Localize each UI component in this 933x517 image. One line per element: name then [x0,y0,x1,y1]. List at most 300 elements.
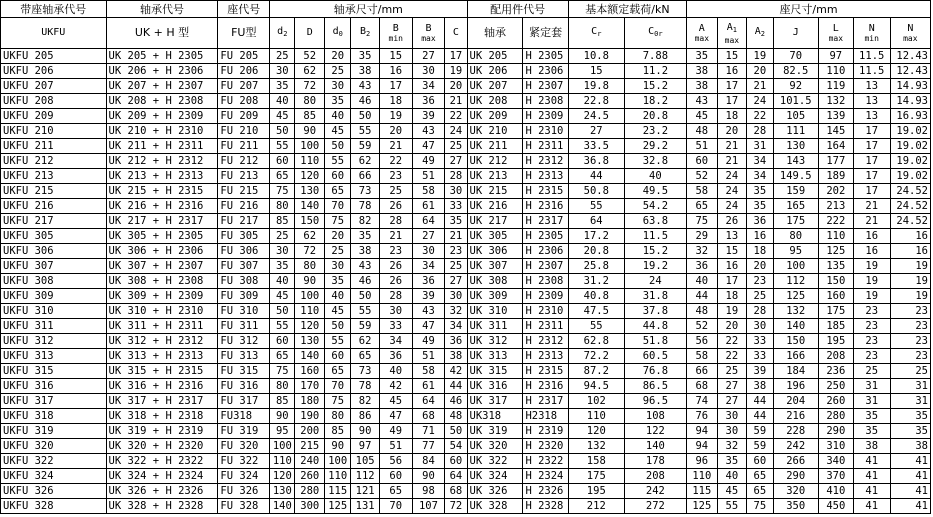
table-cell: 21 [853,214,890,229]
table-cell: 49 [412,154,445,169]
col-C: C [445,18,467,49]
table-cell: UKFU 311 [1,319,107,334]
table-cell: 35 [325,274,351,289]
table-cell: 70 [325,379,351,394]
table-cell: 25 [890,364,930,379]
col-A1max-letter: A [726,21,733,33]
table-cell: 30 [717,424,747,439]
table-cell: 23 [890,334,930,349]
table-cell: 36 [687,259,718,274]
table-cell: 90 [295,274,325,289]
table-cell: 55 [568,319,624,334]
table-cell: H 2313 [523,349,568,364]
table-cell: 21 [445,94,467,109]
table-cell: 125 [773,289,818,304]
table-cell: 215 [295,439,325,454]
table-cell: 59 [351,319,379,334]
table-cell: 41 [890,499,930,514]
table-cell: 34 [412,79,445,94]
table-cell: 160 [818,289,853,304]
table-cell: 21 [445,229,467,244]
table-cell: 31 [747,139,773,154]
table-cell: H 2322 [523,454,568,469]
table-row [1,499,931,514]
table-cell: 44.8 [624,319,686,334]
table-cell: 175 [568,469,624,484]
table-cell: UK 326 + H 2326 [106,484,218,499]
col-Bmax-letter: B [425,23,432,34]
col-d0-letter: d [332,26,339,37]
table-cell: 19 [747,49,773,64]
table-cell: 35 [747,199,773,214]
table-cell: 50 [325,319,351,334]
table-cell: 16.93 [890,109,930,124]
table-cell: 85 [270,394,295,409]
table-cell: 140 [295,199,325,214]
group-header-row [1,1,931,18]
table-cell: UK 210 [467,124,523,139]
table-cell: UK 328 + H 2328 [106,499,218,514]
col-Amax-letter: A [698,23,705,34]
table-cell: 110 [295,304,325,319]
table-cell: 64 [412,394,445,409]
table-cell: FU 315 [218,364,270,379]
table-cell: 49 [412,334,445,349]
table-cell: UKFU 322 [1,454,107,469]
table-cell: 100 [325,454,351,469]
table-cell: 39 [412,289,445,304]
table-cell: 20 [747,64,773,79]
table-cell: 19 [890,289,930,304]
table-cell: 64 [445,469,467,484]
table-cell: 13 [853,109,890,124]
table-cell: 58 [412,184,445,199]
table-cell: 25 [325,244,351,259]
table-cell: 23 [747,274,773,289]
col-Nmin-letter: N [868,23,875,34]
table-cell: UK 217 [467,214,523,229]
table-row [1,289,931,304]
table-cell: 94 [687,424,718,439]
table-cell: 31 [853,379,890,394]
table-cell: 41 [853,469,890,484]
table-cell: 87.2 [568,364,624,379]
table-cell: 75 [325,394,351,409]
table-cell: 59 [747,424,773,439]
table-cell: 62 [295,229,325,244]
table-cell: UK 328 [467,499,523,514]
table-cell: 10.8 [568,49,624,64]
table-cell: 55 [270,319,295,334]
table-cell: 50 [351,109,379,124]
table-cell: UKFU 209 [1,109,107,124]
table-cell: UKFU 328 [1,499,107,514]
table-cell: FU 207 [218,79,270,94]
table-cell: 240 [295,454,325,469]
table-cell: UK 305 + H 2305 [106,229,218,244]
table-cell: 119 [818,79,853,94]
table-cell: UK 213 + H 2313 [106,169,218,184]
table-cell: FU 316 [218,379,270,394]
table-cell: 40 [270,274,295,289]
table-cell: UKFU 206 [1,64,107,79]
table-cell: UK 206 + H 2306 [106,64,218,79]
table-cell: 35 [325,94,351,109]
table-cell: UK 313 + H 2313 [106,349,218,364]
table-cell: 95 [270,424,295,439]
table-cell: H 2308 [523,274,568,289]
table-cell: 33.5 [568,139,624,154]
table-cell: 21 [379,139,412,154]
table-cell: UK 207 + H 2307 [106,79,218,94]
table-row [1,244,931,259]
table-cell: 75 [270,184,295,199]
table-cell: 13 [853,79,890,94]
table-cell: 17 [853,154,890,169]
table-cell: 23 [853,334,890,349]
table-cell: 170 [295,379,325,394]
table-cell: FU 217 [218,214,270,229]
table-cell: 38 [687,64,718,79]
col-A2-letter: A [754,26,761,37]
table-cell: 110 [270,454,295,469]
table-cell: 51 [687,139,718,154]
table-cell: H 2305 [523,229,568,244]
table-cell: 17 [853,139,890,154]
table-cell: 36 [445,334,467,349]
table-cell: 65 [747,469,773,484]
table-cell: UK 326 [467,484,523,499]
table-cell: 16 [747,229,773,244]
table-cell: 177 [818,154,853,169]
table-cell: UKFU 215 [1,184,107,199]
col-D: D [295,18,325,49]
table-cell: 55 [351,304,379,319]
table-cell: 130 [773,139,818,154]
table-cell: H 2309 [523,109,568,124]
table-cell: 66 [351,169,379,184]
table-cell: H 2311 [523,319,568,334]
table-cell: FU 311 [218,319,270,334]
table-row [1,199,931,214]
table-cell: 196 [773,379,818,394]
table-cell: H 2316 [523,199,568,214]
table-cell: 19 [890,274,930,289]
table-cell: UK 306 + H 2306 [106,244,218,259]
col-Amax [687,18,718,49]
table-cell: 35 [687,49,718,64]
table-cell: 54.2 [624,199,686,214]
table-cell: 60 [747,454,773,469]
table-cell: 84 [412,454,445,469]
table-cell: FU 205 [218,49,270,64]
table-cell: 450 [818,499,853,514]
table-cell: 28 [747,124,773,139]
table-cell: 7.88 [624,49,686,64]
table-cell: 140 [270,499,295,514]
table-cell: H 2310 [523,124,568,139]
table-cell: 61 [412,199,445,214]
table-cell: 45 [325,304,351,319]
table-cell: UK 207 [467,79,523,94]
table-cell: UK 318 + H 2318 [106,409,218,424]
table-cell: 64 [412,214,445,229]
col-d2-letter: d [277,26,284,37]
table-cell: 46 [351,274,379,289]
table-cell: 24 [445,124,467,139]
table-cell: H 2311 [523,139,568,154]
table-cell: H 2313 [523,169,568,184]
table-cell: FU 215 [218,184,270,199]
table-cell: H 2320 [523,439,568,454]
table-cell: FU 324 [218,469,270,484]
table-cell: 125 [687,499,718,514]
table-cell: 90 [325,439,351,454]
table-cell: 300 [295,499,325,514]
table-cell: 260 [818,394,853,409]
table-cell: 130 [270,484,295,499]
table-cell: UK 312 [467,334,523,349]
table-cell: UK 309 [467,289,523,304]
table-cell: 25 [853,364,890,379]
table-cell: 15.2 [624,244,686,259]
table-cell: 105 [351,454,379,469]
table-cell: 130 [295,334,325,349]
table-cell: 41 [890,454,930,469]
table-row [1,409,931,424]
table-cell: 242 [773,439,818,454]
table-row [1,79,931,94]
table-cell: UK 211 + H 2311 [106,139,218,154]
table-row [1,274,931,289]
table-cell: FU 211 [218,139,270,154]
table-cell: 68 [445,484,467,499]
table-cell: 25 [747,289,773,304]
table-cell: 150 [773,334,818,349]
table-cell: 66 [687,364,718,379]
table-cell: UK 217 + H 2317 [106,214,218,229]
table-cell: 107 [412,499,445,514]
col-Bmin [379,18,412,49]
table-cell: 149.5 [773,169,818,184]
table-cell: 185 [818,319,853,334]
col-Cr [568,18,624,49]
table-row [1,394,931,409]
table-cell: H 2307 [523,259,568,274]
table-cell: 82 [351,394,379,409]
table-row [1,229,931,244]
table-cell: 290 [773,469,818,484]
table-cell: 23 [890,349,930,364]
table-cell: 97 [818,49,853,64]
table-cell: 30 [717,409,747,424]
col-B2-sub: 2 [366,30,371,38]
table-cell: UKFU 320 [1,439,107,454]
table-cell: 50 [270,124,295,139]
table-cell: 30 [412,244,445,259]
table-cell: UKFU 307 [1,259,107,274]
table-cell: 90 [412,469,445,484]
table-cell: 36 [747,214,773,229]
table-cell: UKFU 305 [1,229,107,244]
table-cell: 100 [270,439,295,454]
col-Nmax-sub: max [903,34,918,43]
table-cell: UKFU 312 [1,334,107,349]
table-cell: 40 [325,109,351,124]
table-cell: 51.8 [624,334,686,349]
col-Bmax [412,18,445,49]
table-cell: 16 [717,259,747,274]
table-cell: 31.8 [624,289,686,304]
table-cell: 72.2 [568,349,624,364]
load-rating-header: 基本额定载荷/kN [568,1,686,18]
table-cell: 80 [773,229,818,244]
table-cell: 41 [853,484,890,499]
table-cell: FU 209 [218,109,270,124]
table-cell: 19 [717,304,747,319]
table-cell: 32 [445,304,467,319]
table-cell: FU 310 [218,304,270,319]
table-cell: 26 [717,214,747,229]
table-cell: 75 [325,214,351,229]
table-cell: 62 [351,334,379,349]
table-cell: 72 [295,244,325,259]
table-cell: 58 [687,184,718,199]
table-cell: UKFU 310 [1,304,107,319]
col-Bmin-letter: B [392,23,399,34]
table-cell: 11.5 [853,49,890,64]
table-cell: 21 [379,229,412,244]
table-cell: 80 [325,409,351,424]
col-Lmax [818,18,853,49]
table-row [1,454,931,469]
seat-dims-header: 座尺寸/mm [687,1,931,18]
table-cell: 82.5 [773,64,818,79]
table-cell: 266 [773,454,818,469]
table-cell: 24 [717,184,747,199]
table-cell: 290 [818,424,853,439]
table-cell: 26 [379,274,412,289]
table-cell: 45 [325,124,351,139]
table-cell: 35 [351,229,379,244]
table-row [1,49,931,64]
table-cell: 35 [890,409,930,424]
table-cell: H 2306 [523,64,568,79]
table-cell: 55 [325,154,351,169]
table-cell: FU 319 [218,424,270,439]
table-cell: 110 [325,469,351,484]
table-cell: 27 [445,154,467,169]
table-cell: FU 210 [218,124,270,139]
table-cell: 145 [818,124,853,139]
table-cell: 14.93 [890,94,930,109]
table-cell: 59 [747,439,773,454]
table-cell: 24 [747,94,773,109]
table-cell: 11.5 [624,229,686,244]
table-cell: 96.5 [624,394,686,409]
table-cell: H 2308 [523,94,568,109]
col-d0 [325,18,351,49]
table-cell: 108 [624,409,686,424]
table-cell: 20.8 [624,109,686,124]
table-cell: 110 [687,469,718,484]
table-cell: 32 [687,244,718,259]
table-cell: UK 212 + H 2312 [106,154,218,169]
table-cell: UK 307 + H 2307 [106,259,218,274]
table-cell: 208 [624,469,686,484]
table-cell: UK 210 + H 2310 [106,124,218,139]
col-Lmax-sub: max [828,34,844,43]
table-row [1,109,931,124]
table-cell: FU 320 [218,439,270,454]
table-cell: 55 [568,199,624,214]
table-cell: 23 [890,304,930,319]
table-cell: 21 [717,154,747,169]
table-cell: 60 [445,454,467,469]
table-cell: 17 [853,184,890,199]
table-cell: 27 [717,379,747,394]
table-cell: 40 [325,289,351,304]
table-cell: UK 216 + H 2316 [106,199,218,214]
table-cell: 25 [379,184,412,199]
table-cell: 41 [853,499,890,514]
table-cell: 110 [568,409,624,424]
table-row [1,64,931,79]
table-cell: 35 [717,454,747,469]
table-cell: H 2328 [523,499,568,514]
table-cell: 25 [717,364,747,379]
table-cell: 60 [270,334,295,349]
table-cell: 100 [295,139,325,154]
table-cell: 55 [351,124,379,139]
table-cell: 62 [295,64,325,79]
table-cell: 44 [445,379,467,394]
table-cell: 49 [379,424,412,439]
table-cell: 25.8 [568,259,624,274]
table-cell: FU 317 [218,394,270,409]
table-cell: 98 [412,484,445,499]
table-cell: 40 [687,274,718,289]
table-cell: UK 324 + H 2324 [106,469,218,484]
table-cell: 59 [351,139,379,154]
table-cell: 125 [325,499,351,514]
table-cell: 22 [747,109,773,124]
table-cell: 34 [445,319,467,334]
table-cell: 45 [270,289,295,304]
col-Cr-letter: C [591,26,598,37]
table-cell: UK 213 [467,169,523,184]
table-cell: 61 [412,379,445,394]
table-cell: 45 [687,109,718,124]
table-cell: 45 [270,109,295,124]
table-cell: 76 [687,409,718,424]
table-cell: H 2307 [523,79,568,94]
table-cell: 63.8 [624,214,686,229]
table-cell: 30 [325,259,351,274]
table-cell: 24 [717,199,747,214]
table-cell: 30 [379,304,412,319]
table-cell: UK 316 + H 2316 [106,379,218,394]
table-cell: 68 [687,379,718,394]
table-cell: 75 [747,499,773,514]
table-cell: 23 [445,244,467,259]
table-cell: 29 [687,229,718,244]
table-cell: 23 [853,319,890,334]
table-cell: UK 212 [467,154,523,169]
table-cell: 100 [773,259,818,274]
table-cell: UKFU 313 [1,349,107,364]
table-cell: 34 [747,169,773,184]
